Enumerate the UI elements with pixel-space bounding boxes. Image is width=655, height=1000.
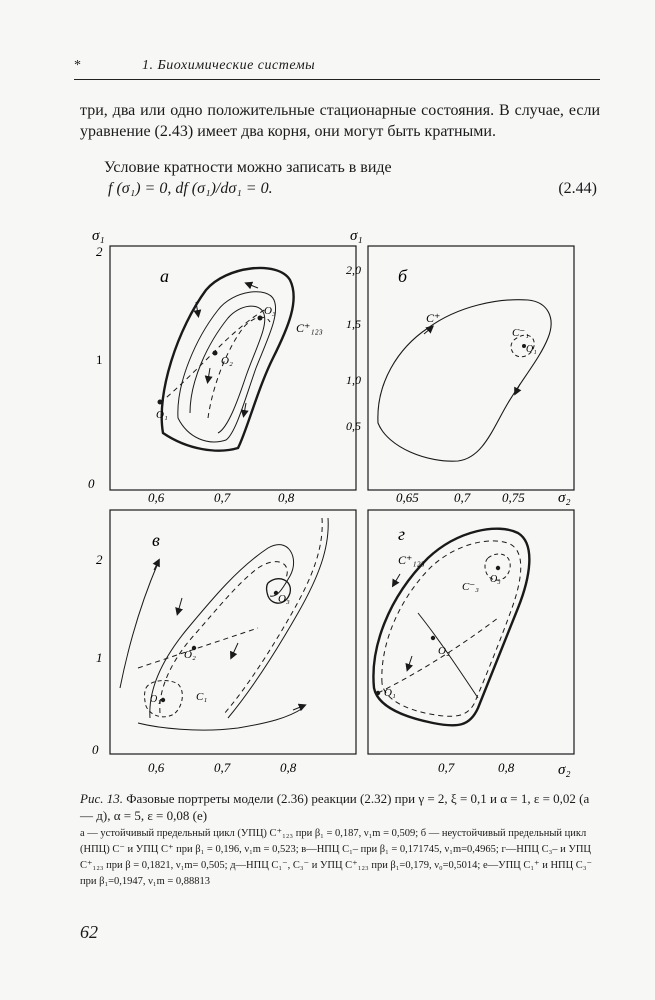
panel-b-ytick-0: 0,5 [346, 419, 361, 433]
panel-g-label-cycle: C⁺₁₂₃ [398, 553, 425, 567]
panel-v [92, 510, 356, 775]
y-axis-label-top: σ₁ [92, 228, 105, 244]
header-marker: * [74, 58, 81, 73]
figure-caption [80, 790, 600, 824]
x-axis-label-bottom: σ₂ [558, 762, 571, 778]
panel-v-label-o1: O₁ [150, 694, 161, 705]
panel-a-letter: а [160, 266, 169, 286]
panel-v-ytick-1: 1 [96, 650, 103, 665]
panel-b-xtick-0: 0,65 [396, 490, 419, 505]
phase-portrait-figure [78, 218, 598, 783]
paragraph-2: Условие кратности можно записать в виде [104, 159, 392, 176]
panel-v-xtick-1: 0,7 [214, 760, 231, 775]
equation: f (σ₁) = 0, df (σ₁)/dσ₁ = 0. [108, 180, 273, 197]
panel-g-letter: г [398, 524, 406, 544]
panel-v-ytick-2: 2 [96, 552, 103, 567]
panel-v-label-c1: C₁ [196, 691, 208, 703]
header-rule [74, 79, 600, 80]
panel-a-label-cycle: C⁺₁₂₃ [296, 321, 323, 335]
running-title: 1. Биохимические системы [142, 58, 316, 73]
panel-g-xtick-0: 0,7 [438, 760, 455, 775]
panel-g-xtick-1: 0,8 [498, 760, 515, 775]
panel-v-label-o3: O₃ [278, 593, 290, 605]
panel-b-label-cplus: C⁺ [426, 311, 441, 325]
panel-b-xtick-2: 0,75 [502, 490, 525, 505]
caption-label: Рис. 13. [80, 791, 123, 806]
panel-v-letter: в [152, 530, 160, 550]
panel-g-label-o2: O₂ [438, 645, 450, 657]
panel-b-letter: б [398, 266, 408, 286]
panel-g-label-o3: O₃ [490, 574, 501, 585]
panel-a-xtick-2: 0,8 [278, 490, 295, 505]
panel-a-xtick-1: 0,7 [214, 490, 231, 505]
panel-b-xtick-1: 0,7 [454, 490, 471, 505]
y-axis-label-right: σ₁ [350, 228, 363, 244]
panel-a [88, 244, 356, 505]
panel-g [368, 510, 574, 775]
paragraph-1: три, два или одно положительные стационарные состояния. В случае, если уравнение (2.43) имеет два корня, они могут быть кратными. [80, 102, 600, 140]
page-number: 62 [80, 922, 98, 942]
caption-text: Фазовые портреты модели (2.36) реакции (2.32) при γ = 2, ξ = 0,1 и α = 1, ε = 0,02 (а — д), α = 5, ε = 0,08 (е) [80, 791, 590, 823]
x-axis-label-top: σ₂ [558, 490, 571, 506]
panel-g-label-c3: C⁻₃ [462, 581, 479, 593]
panel-v-xtick-0: 0,6 [148, 760, 165, 775]
panel-b-ytick-3: 2,0 [346, 263, 361, 277]
equation-number: (2.44) [558, 180, 597, 197]
panel-b [346, 246, 574, 505]
panel-a-xtick-0: 0,6 [148, 490, 165, 505]
panel-v-ytick-0: 0 [92, 742, 99, 757]
panel-a-ytick-0: 0 [88, 476, 95, 491]
panel-a-label-o1: O₁ [156, 409, 168, 421]
caption-detail: а — устойчивый предельный цикл (УПЦ) C⁺₁₂₃ при β₁ = 0,187, ν₁m = 0,509; б — неустойчивый предельный цикл (НПЦ) C⁻ и УПЦ C⁺ при β₁ = 0,196, ν₁m = 0,523; в—НПЦ C₁– при β₁ = 0,171745, ν₁m=0,4965; г—НПЦ C₃– и УПЦ C⁺₁₂₃ при β = 0,1821, ν₁m= 0,505; д—НПЦ C₁⁻, C₃⁻ и УПЦ C⁺₁₂₃ при β₁=0,179, ν₀=0,5014; е—УПЦ C₁⁺ и НПЦ C₃⁻ при β₁=0,1947, ν₁m = 0,88813 [80, 828, 593, 887]
panel-v-label-o2: O₂ [184, 649, 196, 661]
panel-a-ytick-2: 2 [96, 244, 103, 259]
panel-a-ytick-1: 1 [96, 352, 103, 367]
panel-a-label-o2: O₂ [221, 355, 233, 367]
panel-b-ytick-1: 1,0 [346, 373, 361, 387]
panel-b-label-o1: O₁ [526, 344, 537, 355]
panel-a-label-o3: O₃ [264, 305, 276, 317]
panel-v-xtick-2: 0,8 [280, 760, 297, 775]
panel-b-ytick-2: 1,5 [346, 317, 361, 331]
panel-b-label-cminus: C⁻₁ [512, 327, 529, 339]
panel-g-label-o1: O₁ [384, 687, 396, 699]
